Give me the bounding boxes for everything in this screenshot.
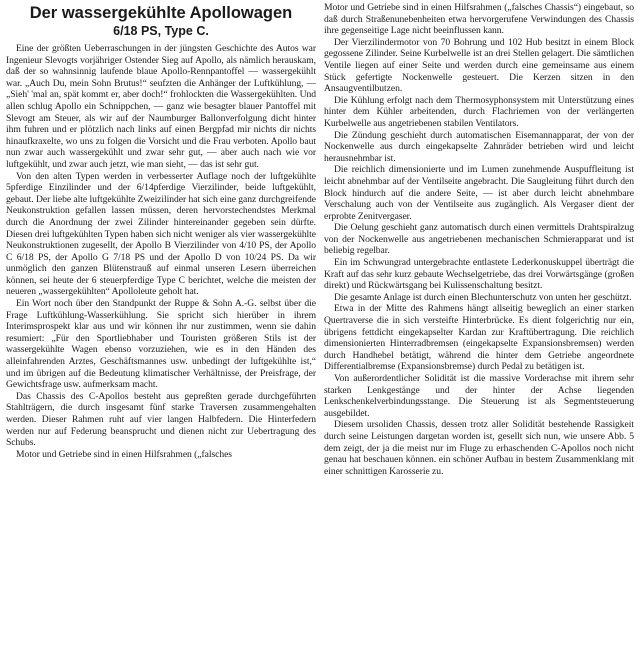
right-column xyxy=(324,2,634,667)
right-paragraph-6: Die Oelung geschieht ganz automatisch durch einen vermittels Drahtspiralzug von der Nockenwelle aus angetriebenen mechanischen Schmierapparat und ist beliebig regelbar. xyxy=(324,222,634,257)
right-paragraph-8: Die gesamte Anlage ist durch einen Blechunterschutz von unten her geschützt. xyxy=(334,291,632,303)
right-paragraph-9: Etwa in der Mitte des Rahmens hängt allseitig beweglich an einer starken Quertraverse die in sich versteifte Hinterbrücke. Es dient folgerichtig nur ein, übrigens fettdicht eingekapselter Kardan zur Kraftübertragung. Die reichlich dimensionierten Hinterradbremsen (eingekapselte Expansionsbremsen) werden durch Handhebel betätigt, während die hinter dem Getriebe angeordnete Differentialbremse (Expansionsbremse) durch Pedal zu betätigen ist. xyxy=(324,303,634,373)
left-paragraph-4: Das Chassis des C-Apollos besteht aus gepreßten gerade durchgeführten Stahlträgern, die durch insgesamt fünf starke Traversen zusammengehalten werden. Dieser Rahmen ruht auf vier langen Halbfedern. Die Hinterfedern werden nur auf Federung beansprucht und dienen nicht zur Uebertragung des Schubs. xyxy=(6,390,316,449)
right-paragraph-1: Motor und Getriebe sind in einen Hilfsrahmen („falsches Chassis“) eingebaut, so daß durch Straßenunebenheiten etwa hervorgerufene Verwindungen des Chassis ihre gegenseitige Lage nicht beeinflussen kann. xyxy=(324,2,634,37)
left-paragraph-5: Motor und Getriebe sind in einen Hilfsrahmen („falsches xyxy=(16,448,232,460)
right-paragraph-3: Die Kühlung erfolgt nach dem Thermosyphonsystem mit Unterstützung eines hinter dem Kühler arbeitenden, durch Flachriemen von der verlängerten Kurbelwelle aus angetriebenen stabilen Ventilators. xyxy=(324,94,634,129)
right-paragraph-4: Die Zündung geschieht durch automatischen Eisemannapparat, der von der Nockenwelle aus durch eingekapselte Zahnräder betrieben wird und leicht herausnehmbar ist. xyxy=(324,129,634,164)
article-title: Der wassergekühlte Apollowagen xyxy=(29,4,293,22)
left-paragraph-2: Von den alten Typen werden in verbesserter Auflage noch der luftgekühlte 5pferdige Einzilinder und der 6/14pferdige Vierzilinder, beide luftgekühlt, gebaut. Der liebe alte luftgekühlte Zweizilinder hat sich eine ganz durchgreifende Neukonstruktion gefallen lassen müssen, deren hervorstechendstes Merkmal durch die Anordnung der zwei Zilinder hintereinander gegeben sein dürfte. Diesen drei luftgekühlten Typen haben sich nicht weniger als vier wassergekühlte Neukonstruktionen zugesellt, der Apollo B Vierzilinder von 4/10 PS, der Apollo C 6/18 PS, der Apollo G 7/18 PS und der Apollo D von 10/24 PS. Da wir unmöglich den ganzen Blütenstrauß auf einmal unseren Lesern überreichen können, sei heute der 6 steuerpferdige Type C berichtet, welche die meisten der neueren „wassergekühlten“ Apolloleute geholt hat. xyxy=(6,170,316,298)
article-subtitle: 6/18 PS, Type C. xyxy=(113,24,209,38)
left-paragraph-3: Ein Wort noch über den Standpunkt der Ruppe & Sohn A.-G. selbst über die Frage Luftkühlung-Wasserkühlung. Sie spricht sich hierüber in ihrem Interimsprospekt klar aus und wir können ihr nur zustimmen, wenn sie dahin resumiert: „Für den Sportliebhaber und Touristen größeren Stils ist der wassergekühlte Wagen ebenso vorzuziehen, wie es in den Händen des alleinfahrenden Arztes, Geschäftsmannes usw. unbedingt der luftgekühlte ist,“ und im übrigen auf die Bedeutung klimatischer Verhältnisse, der Preisfrage, der Gewichtsfrage usw. aufmerksam macht. xyxy=(6,298,316,391)
left-column xyxy=(6,2,316,667)
left-paragraph-1: Eine der größten Ueberraschungen in der jüngsten Geschichte des Autos war Ingenieur Slevogts vorjähriger Ostender Sieg auf Apollo, als nämlich herauskam, daß der so wahnsinnig laufende blaue Apollo-Rennpantoffel — wassergekühlt war. „Auch Du, mein Sohn Brutus!“ seufzten die Anhänger der Luftkühlung, — „Sieh' 'mal an, spät kommt er, aber doch!“ frohlockten die Wassergekühlten. Und allen schlug Apollo ein Schnippchen, — ganz wie besagter blauer Pantoffel mit Slevogt am Steuer, als wir auf der Naumburger Ballonverfolgung dicht hinter ihm fuhren und er plötzlich nach links auf einen Bergpfad mir nichts dir nichts hinaufkraxelte, wo uns zu folgen die Vorsicht und die Frau verboten. Apollo baut nun zwar auch wassergekühlt und zwar sehr gut, — aber auch nach wie vor luftgekühlt, und zwar auch jetzt, wie man sieht, — das ist sehr gut. xyxy=(6,43,316,170)
right-paragraph-5: Die reichlich dimensionierte und im Lumen zunehmende Auspuffleitung ist leicht abnehmbar auf der Ventilseite angebracht. Die Saugleitung führt durch den Block hindurch auf die andere Seite, — ist aber durch leicht abnehmbare Verschalung auch von der Ventilseite aus zugänglich. Als Vergaser dient der erprobte Zenitvergaser. xyxy=(324,164,634,222)
right-paragraph-10: Von außerordentlicher Solidität ist die massive Vorderachse mit ihrem sehr starken Lenkgestänge und der hinter der Achse liegenden Lenkschenkelverbindungsstange. Die Steuerung ist als Segmentsteuerung ausgebildet. xyxy=(324,373,634,419)
right-paragraph-11: Diesem ursoliden Chassis, dessen trotz aller Solidität bestehende Rassigkeit durch seine Leistungen dargetan worden ist, gesellt sich nun, wie unsere Abb. 5 dem zeigt, der ja die meist nur im Fluge zu erhaschenden C-Apollos noch nicht genau hat beschauen können. ein schöner Aufbau in bestem Zusammenklang mit einer schnittigen Karosserie zu. xyxy=(324,419,634,477)
right-paragraph-2: Der Vierzilindermotor von 70 Bohrung und 102 Hub besitzt in einem Block gegossene Zilinder. Seine Kurbelwelle ist an drei Stellen gelagert. Die sämtlichen Ventile liegen auf einer Seite und werden durch eine gemeinsame aus einem Stück gefertigte Nockenwelle gesteuert. Die Kerzen sitzen in den Ansaugventilbutzen. xyxy=(324,36,634,95)
right-paragraph-7: Ein im Schwungrad untergebrachte entlastete Lederkonuskuppel überträgt die Kraft auf das sehr kurz gebaute Wechselgetriebe, das drei Vorwärtsgänge (großen direkt) und Rückwärtsgang bei Kulissenschaltung besitzt. xyxy=(324,257,634,292)
